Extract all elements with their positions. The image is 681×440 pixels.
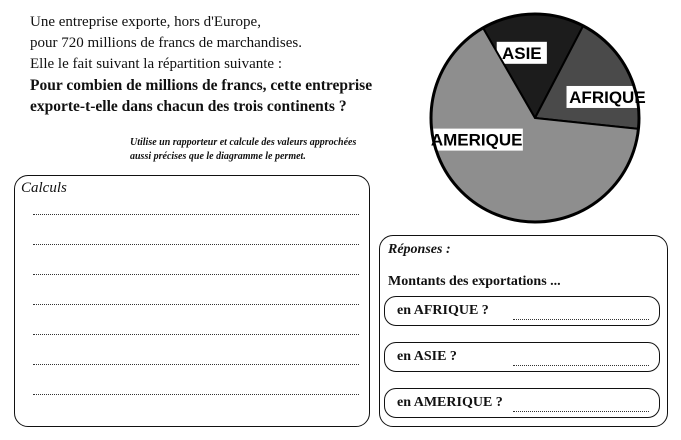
calculs-title: Calculs (21, 180, 67, 196)
answer-asie-field[interactable] (513, 365, 649, 366)
hint-line: Utilise un rapporteur et calcule des valeurs approchées (130, 137, 357, 148)
answer-afrique-box[interactable] (384, 296, 660, 326)
reponses-title: Réponses : (388, 242, 451, 257)
calc-writing-line[interactable] (33, 214, 359, 215)
answer-amerique-box[interactable] (384, 388, 660, 418)
reponses-subtitle: Montants des exportations ... (388, 274, 561, 289)
hint-line: aussi précises que le diagramme le permet. (130, 151, 306, 162)
problem-line: pour 720 millions de francs de marchandises. (30, 35, 303, 51)
reponses-box (379, 235, 668, 427)
instruction-hint (130, 136, 430, 164)
pie-chart (420, 5, 650, 230)
pie-label-asie (497, 42, 547, 64)
calc-writing-line[interactable] (33, 244, 359, 245)
answer-afrique-field[interactable] (513, 319, 649, 320)
pie-label-text: ASIE (501, 43, 542, 63)
pie-chart-svg (420, 5, 650, 230)
problem-line: Une entreprise exporte, hors d'Europe, (30, 14, 261, 30)
question-line: exporte-t-elle dans chacun des trois continents ? (30, 98, 347, 115)
problem-statement (30, 12, 420, 117)
calculs-box (14, 175, 370, 427)
answer-afrique-label: en AFRIQUE ? (397, 303, 489, 318)
pie-label-amerique (431, 129, 523, 151)
problem-line: Elle le fait suivant la répartition suivante : (30, 56, 283, 72)
question-line: Pour combien de millions de francs, cette entreprise (30, 77, 373, 94)
calc-writing-line[interactable] (33, 334, 359, 335)
calc-writing-line[interactable] (33, 274, 359, 275)
answer-amerique-field[interactable] (513, 411, 649, 412)
calc-writing-line[interactable] (33, 364, 359, 365)
calc-writing-line[interactable] (33, 304, 359, 305)
calc-writing-line[interactable] (33, 394, 359, 395)
pie-label-text: AMERIQUE (430, 130, 523, 150)
answer-asie-label: en ASIE ? (397, 349, 457, 364)
answer-asie-box[interactable] (384, 342, 660, 372)
pie-label-text: AFRIQUE (569, 88, 646, 108)
answer-amerique-label: en AMERIQUE ? (397, 395, 503, 410)
